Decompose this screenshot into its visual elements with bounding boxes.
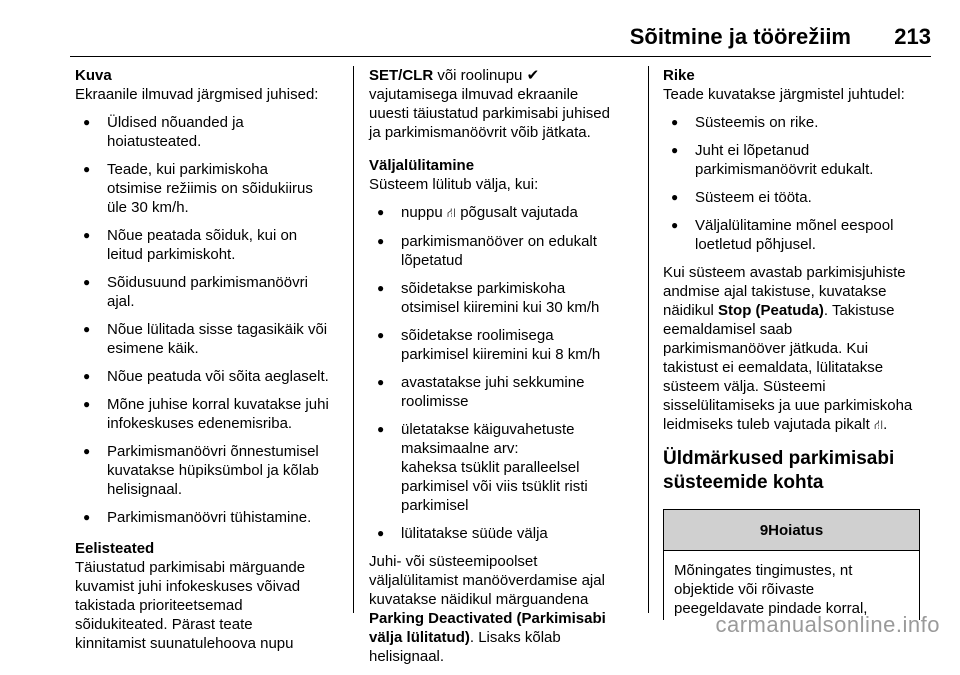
heading-eelisteated: Eelisteated [75,540,155,557]
header-rule [70,56,931,57]
rike-list [663,113,933,254]
stop-label: Stop (Peatuda) [718,302,824,319]
parking-deactivated-label: Parking Deactivated (Parkimisabi välja lülitatud) [369,610,606,646]
rike-intro: Teade kuvatakse järgmistel juhtudel: [663,86,905,103]
list-item: ● Mõne juhise korral kuvatakse juhi infokeskuses edenemisriba. [75,395,345,433]
column-1 [75,66,345,662]
warning-box [663,509,920,620]
list-item: ● Juht ei lõpetanud parkimismanöövrit edukalt. [663,141,933,179]
column-3 [663,66,933,620]
heading-rike: Rike [663,67,695,84]
section-title: Sõitmine ja töörežiim [629,24,851,49]
outro-text: Juhi- või süsteemipoolset väljalülitamist manööverdamise ajal kuvatakse näidikul märguandena [369,553,605,608]
column-divider-2 [648,66,649,613]
list-item: ● Nõue peatada sõiduk, kui on leitud parkimiskoht. [75,226,345,264]
page-number: 213 [894,24,931,49]
list-item: ● Nõue peatuda või sõita aeglaselt. [75,367,345,386]
list-item: ● avastatakse juhi sekkumine roolimisse [369,373,644,411]
column-2 [369,66,644,675]
list-item: ● Süsteemis on rike. [663,113,933,132]
warning-text: Mõningates tingimustes, nt objektide või rõivaste peegeldavate pindade korral, [674,562,868,617]
list-item: ● nuppu ⛙ põgusalt vajutada [369,203,644,223]
column-divider-1 [353,66,354,613]
eelisteated-text: Täiustatud parkimisabi märguande kuvamist juhi infokeskuses võivad takistada prioriteetsemad sõidukiteated. Pärast teate kinnitamist suunatulehoova nupu [75,559,306,652]
list-item: ● parkimismanööver on edukalt lõpetatud [369,232,644,270]
warning-header: 9Hoiatus [664,510,919,551]
page-header [70,24,931,54]
list-item: ● Sõidusuund parkimismanöövri ajal. [75,273,345,311]
parking-assist-icon: ⛙ [446,206,457,221]
list-item: ● Üldised nõuanded ja hoiatusteated. [75,113,345,151]
heading-valjalulitamine: Väljalülitamine [369,157,475,174]
obstacle-paragraph: Kui süsteem avastab parkimisjuhiste andmise ajal takistuse, kuvatakse näidikul Stop (Peatuda). Takistuse eemaldamisel saab parkimismanööver jätkuda. Kui takistust ei eemaldata, lülitatakse süsteem välja. Süsteemi sisselülitamiseks ja uue parkimiskoha leidmiseks tuleb vajutada pikalt ⛙. [663,264,913,433]
list-item: ● sõidetakse roolimisega parkimisel kiiremini kui 8 km/h [369,326,644,364]
list-item: ● ületatakse käiguvahetuste maksimaalne arv: kaheksa tsüklit paralleelsel parkimisel või viis tsüklit risti parkimisel [369,420,644,515]
kuva-list [75,113,345,527]
list-item: ● Süsteem ei tööta. [663,188,933,207]
list-item: ● Parkimismanöövri tühistamine. [75,508,345,527]
list-item: ● Parkimismanöövri õnnestumisel kuvatakse hüpiksümbol ja kõlab helisignaal. [75,442,345,499]
continuation-text: või roolinupu ✔ vajutamisega ilmuvad ekraanile uuesti täiustatud parkimisabi juhised ja parkimismanöövrit võib jätkata. [369,67,610,141]
kuva-intro: Ekraanile ilmuvad järgmised juhised: [75,86,319,103]
parking-assist-icon: ⛙ [873,418,884,433]
heading-kuva: Kuva [75,67,112,84]
valjalulitamine-list [369,203,644,543]
list-item: ● Teade, kui parkimiskoha otsimise režiimis on sõidukiirus üle 30 km/h. [75,160,345,217]
outro-tail: . Lisaks kõlab helisignaal. [369,629,561,665]
list-item: ● Väljalülitamine mõnel eespool loetletud põhjusel. [663,216,933,254]
list-item: ● sõidetakse parkimiskoha otsimisel kiiremini kui 30 km/h [369,279,644,317]
general-notes-heading: Üldmärkused parkimisabi süsteemide kohta [663,448,895,493]
watermark: carmanualsonline.info [715,612,940,637]
list-item: ● lülitatakse süüde välja [369,524,644,543]
set-clr-label: SET/CLR [369,67,434,84]
list-item: ● Nõue lülitada sisse tagasikäik või esimene käik. [75,320,345,358]
valjalulitamine-intro: Süsteem lülitub välja, kui: [369,176,539,193]
